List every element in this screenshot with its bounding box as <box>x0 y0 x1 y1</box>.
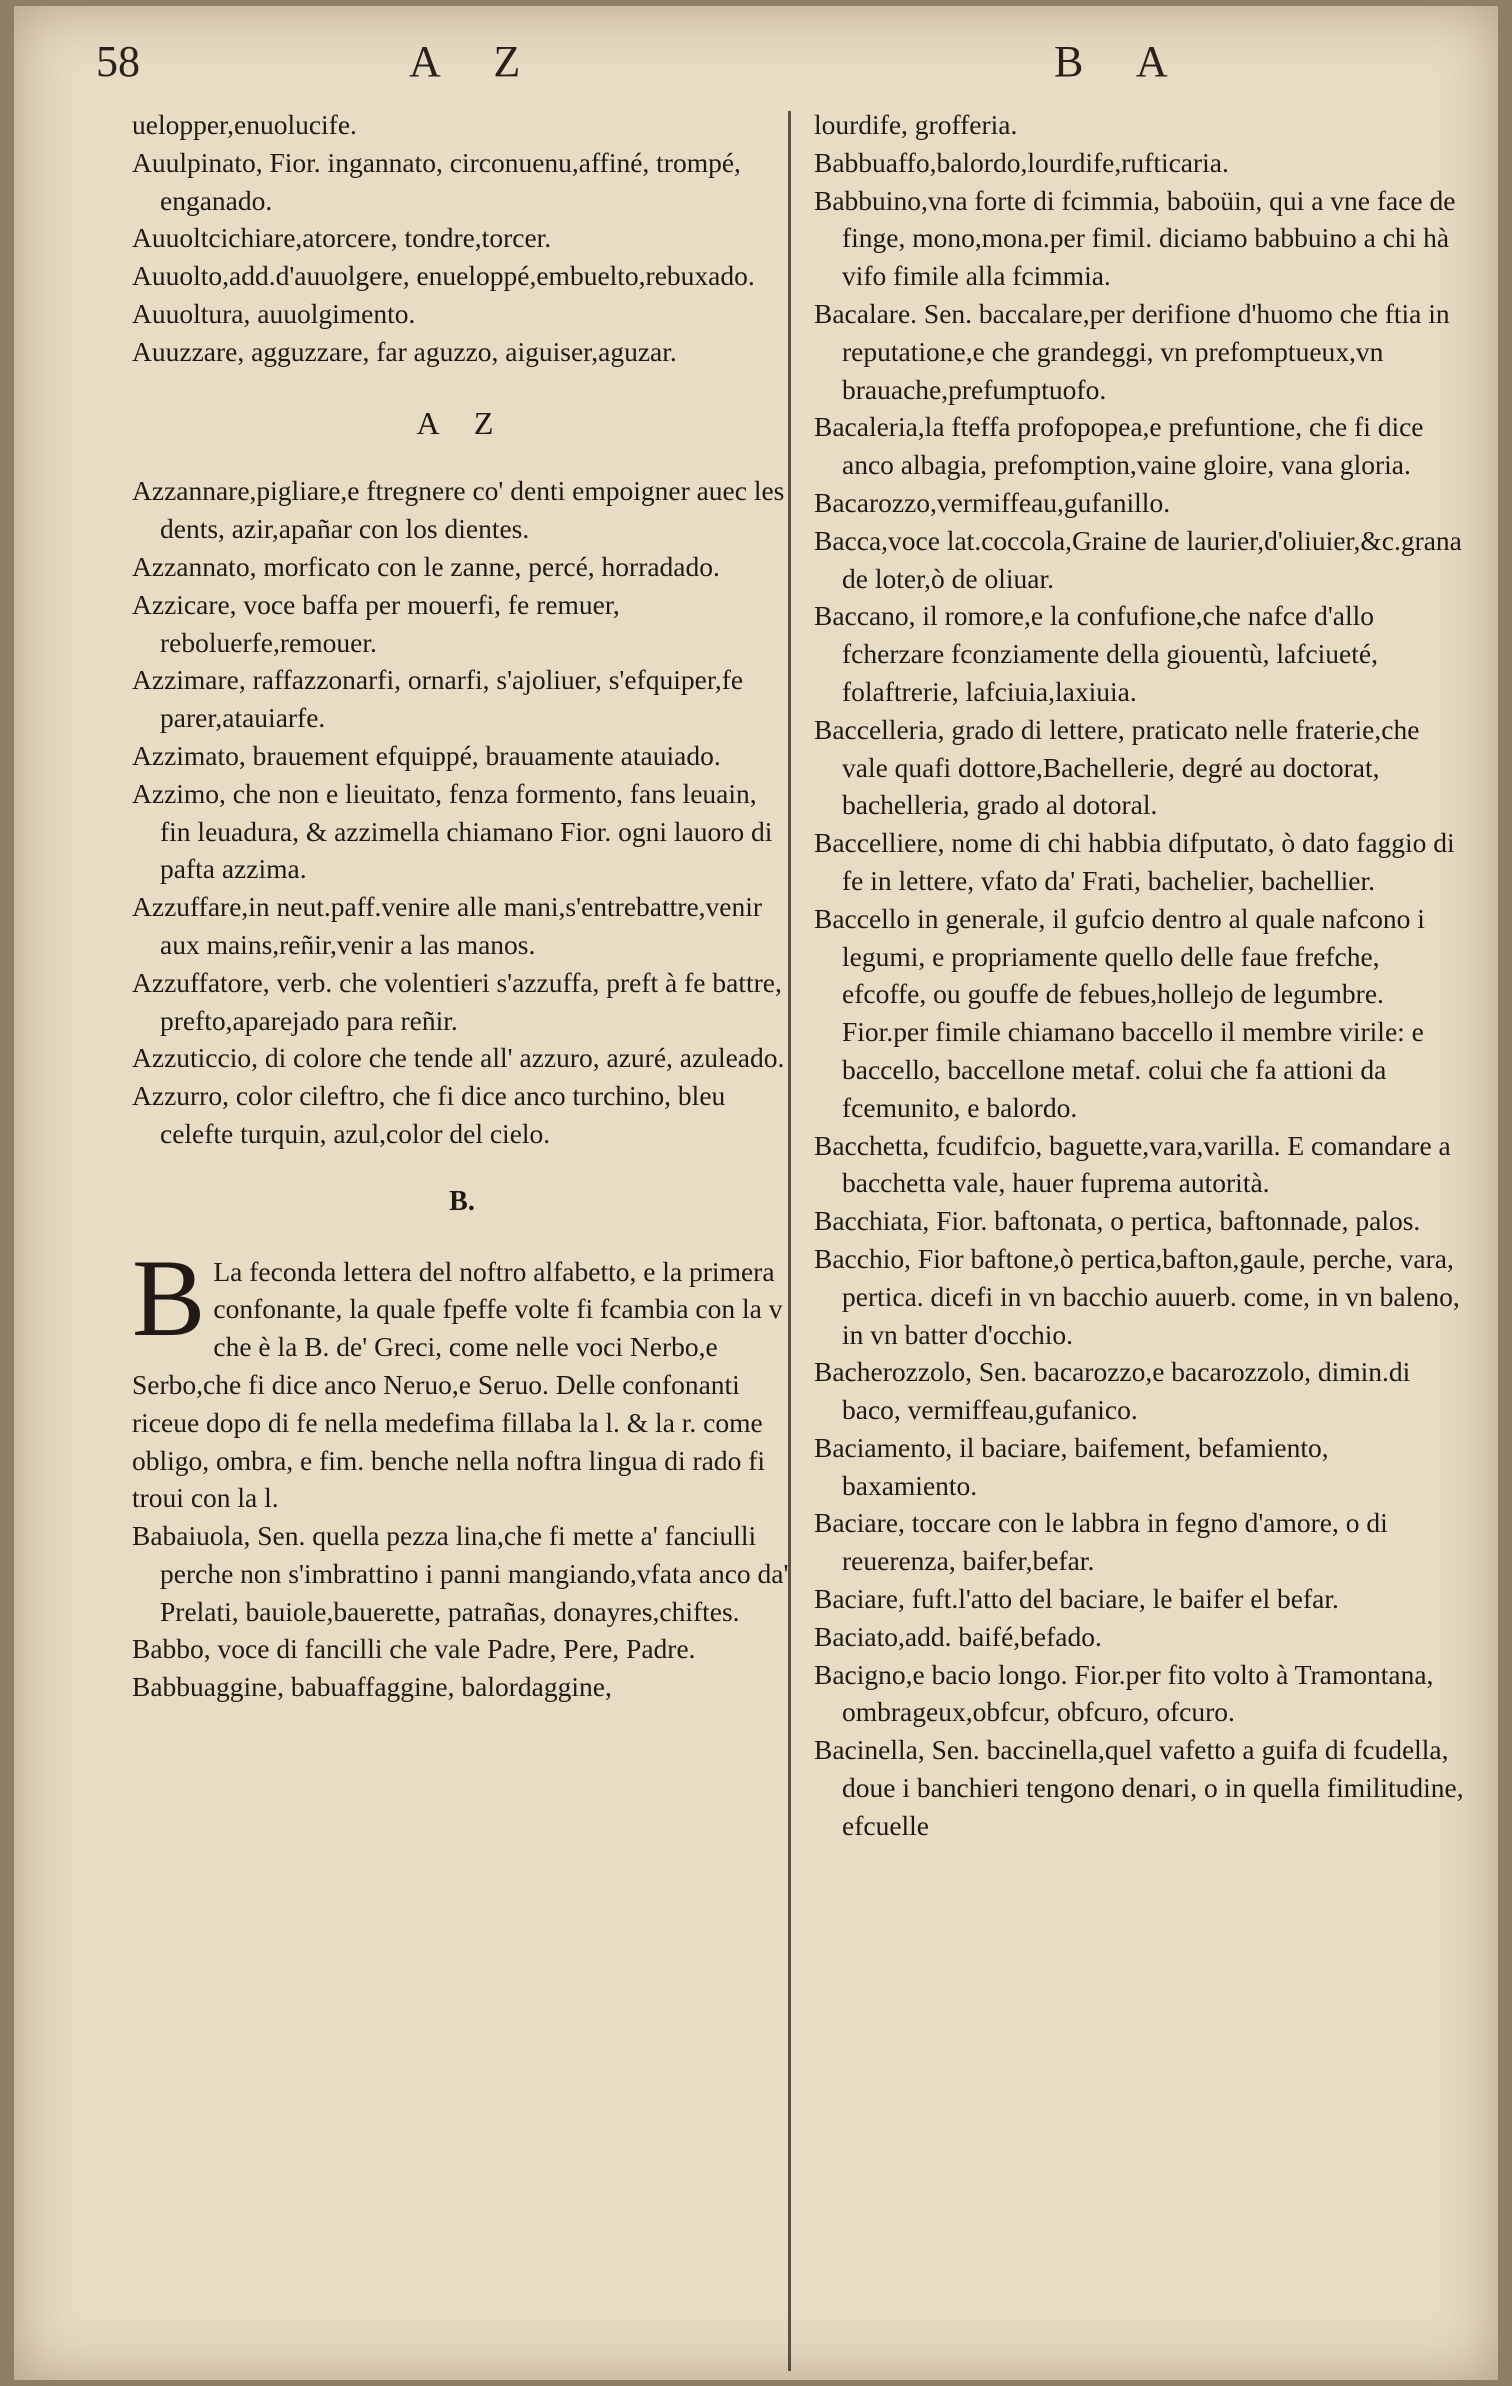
intro-text: La feconda lettera del noftro alfabetto, e la primera confonante, la quale fpeffe volte fi fcambia con la v che è la B. de' Greci, come nelle voci Nerbo,e Serbo,che fi dice anco Neruo,e Seruo. Delle confonanti riceue dopo di fe nella medefima fillaba la l. & la r. come obligo, ombra, e fim. benche nella noftra lingua di rado fi troui con la l. <box>132 1255 783 1514</box>
dictionary-entry: Bacherozzolo, Sen. bacarozzo,e bacarozzolo, dimin.di baco, vermiffeau,gufanico. <box>814 1356 1411 1426</box>
dictionary-entry: Auuoltcichiare,atorcere, tondre,torcer. <box>132 222 552 254</box>
dictionary-entry: Baciare, fuft.l'atto del baciare, le baifer el befar. <box>814 1583 1339 1615</box>
dictionary-entry: Azzicare, voce baffa per mouerfi, fe remuer, reboluerfe,remouer. <box>132 588 620 658</box>
dictionary-entry: Auuoltura, auuolgimento. <box>132 297 416 329</box>
dictionary-entry: Baciato,add. baifé,befado. <box>814 1620 1102 1652</box>
dictionary-entry: Azzimato, brauement efquippé, brauamente atauiado. <box>132 739 721 771</box>
dictionary-entry: Bacalare. Sen. baccalare,per derifione d'huomo che ftia in reputatione,e che grandeggi, vn prefomptueux,vn brauache,prefumptuofo. <box>814 297 1450 405</box>
dictionary-entry: Baciamento, il baciare, baifement, befamiento, baxamiento. <box>814 1431 1329 1501</box>
right-column <box>814 106 1464 1845</box>
page-number: 58 <box>96 37 140 86</box>
dictionary-entry: Babaiuola, Sen. quella pezza lina,che fi mette a' fanciulli perche non s'imbrattino i panni mangiando,vfata anco da' Prelati, bauiole,bauerette, patrañas, donayres,chiftes. <box>132 1520 789 1627</box>
dictionary-entry: Bacinella, Sen. baccinella,quel vafetto a guifa di fcudella, doue i banchieri tengono denari, o in quella fimilitudine, efcuelle <box>814 1734 1464 1841</box>
dictionary-entry: Auulpinato, Fior. ingannato, circonuenu,affiné, trompé, enganado. <box>132 146 741 216</box>
dictionary-entry: Babbuaggine, babuaffaggine, balordaggine, <box>132 1671 612 1703</box>
dictionary-entry: Azzurro, color cileftro, che fi dice anco turchino, bleu celefte turquin, azul,color del cielo. <box>132 1080 726 1149</box>
dictionary-entry: Baccelliere, nome di chi habbia difputato, ò dato faggio di fe in lettere, vfato da' Frati, bachelier, bachellier. <box>814 827 1455 896</box>
dictionary-entry: uelopper,enuolucife. <box>132 109 357 140</box>
dictionary-entry: Auuolto,add.d'auuolgere, enueloppé,embuelto,rebuxado. <box>132 260 755 292</box>
dictionary-entry: Azzannato, morficato con le zanne, percé, horradado. <box>132 550 720 582</box>
document-page <box>14 6 1498 2380</box>
running-head-right: B A <box>1054 37 1190 86</box>
drop-cap: B <box>132 1236 206 1359</box>
dictionary-entry: Azzuticcio, di colore che tende all' azzuro, azuré, azuleado. <box>132 1042 785 1074</box>
dictionary-entry: Baciare, toccare con le labbra in fegno d'amore, o di reuerenza, baifer,befar. <box>814 1507 1388 1577</box>
dictionary-entry: Azzannare,pigliare,e ftregnere co' denti empoigner auec les dents, azir,apañar con los dientes. <box>132 475 785 545</box>
left-column <box>132 106 792 1706</box>
column-divider <box>788 111 791 2371</box>
dictionary-entry: Bacarozzo,vermiffeau,gufanillo. <box>814 486 1171 518</box>
dictionary-entry: Baccano, il romore,e la confufione,che nafce d'allo fcherzare fconziamente della giouentù, lafciueté, folaftrerie, lafciuia,laxiuia. <box>814 600 1378 707</box>
letter-b-intro <box>132 1236 792 1518</box>
dictionary-entry: Bacchiata, Fior. baftonata, o pertica, baftonnade, palos. <box>814 1205 1421 1237</box>
dictionary-entry: lourdife, grofferia. <box>814 109 1018 140</box>
dictionary-entry: Babbuaffo,balordo,lourdife,rufticaria. <box>814 146 1229 178</box>
dictionary-entry: Babbuino,vna forte di fcimmia, baboüin, qui a vne face de finge, mono,mona.per fimil. diciamo babbuino a chi hà vifo fimile alla fcimmia. <box>814 184 1456 292</box>
dictionary-entry: Bacaleria,la fteffa profopopea,e prefuntione, che fi dice anco albagia, prefomption,vaine gloire, vana gloria. <box>814 411 1424 481</box>
section-heading-az: A Z <box>416 404 508 441</box>
dictionary-entry: Bacigno,e bacio longo. Fior.per fito volto à Tramontana, ombrageux,obfcur, obfcuro, ofcuro. <box>814 1658 1434 1728</box>
section-heading-b: B. <box>449 1185 475 1217</box>
dictionary-entry: Babbo, voce di fancilli che vale Padre, Pere, Padre. <box>132 1633 696 1665</box>
running-head-left: A Z <box>409 37 543 86</box>
page-header <box>14 36 1498 96</box>
dictionary-entry: Azzimo, che non e lieuitato, fenza formento, fans leuain, fin leuadura, & azzimella chiamano Fior. ogni lauoro di pafta azzima. <box>132 777 773 885</box>
dictionary-entry: Auuzzare, agguzzare, far aguzzo, aiguiser,aguzar. <box>132 335 677 367</box>
dictionary-entry: Baccello in generale, il gufcio dentro al quale nafcono i legumi, e propriamente quello delle faue frefche, efcoffe, ou gouffe de febues,hollejo de legumbre. Fior.per fimile chiamano baccello il membre virile: e baccello, baccellone metaf. colui che fa attioni da fcemunito, e balordo. <box>814 902 1425 1123</box>
dictionary-entry: Azzimare, raffazzonarfi, ornarfi, s'ajoliuer, s'efquiper,fe parer,atauiarfe. <box>132 664 744 734</box>
dictionary-entry: Baccelleria, grado di lettere, praticato nelle fraterie,che vale quafi dottore,Bachellerie, degré au doctorat, bachelleria, grado al dotoral. <box>814 713 1420 821</box>
dictionary-entry: Bacca,voce lat.coccola,Graine de laurier,d'oliuier,&c.grana de loter,ò de oliuar. <box>814 524 1462 594</box>
dictionary-entry: Bacchio, Fior baftone,ò pertica,bafton,gaule, perche, vara, pertica. dicefi in vn bacchio auuerb. come, in vn baleno, in vn batter d'occhio. <box>814 1242 1460 1350</box>
dictionary-entry: Azzuffatore, verb. che volentieri s'azzuffa, preft à fe battre, prefto,aparejado para reñir. <box>132 966 782 1036</box>
dictionary-entry: Bacchetta, fcudifcio, baguette,vara,varilla. E comandare a bacchetta vale, hauer fuprema autorità. <box>814 1129 1451 1199</box>
dictionary-entry: Azzuffare,in neut.paff.venire alle mani,s'entrebattre,venir aux mains,reñir,venir a las manos. <box>132 891 763 960</box>
